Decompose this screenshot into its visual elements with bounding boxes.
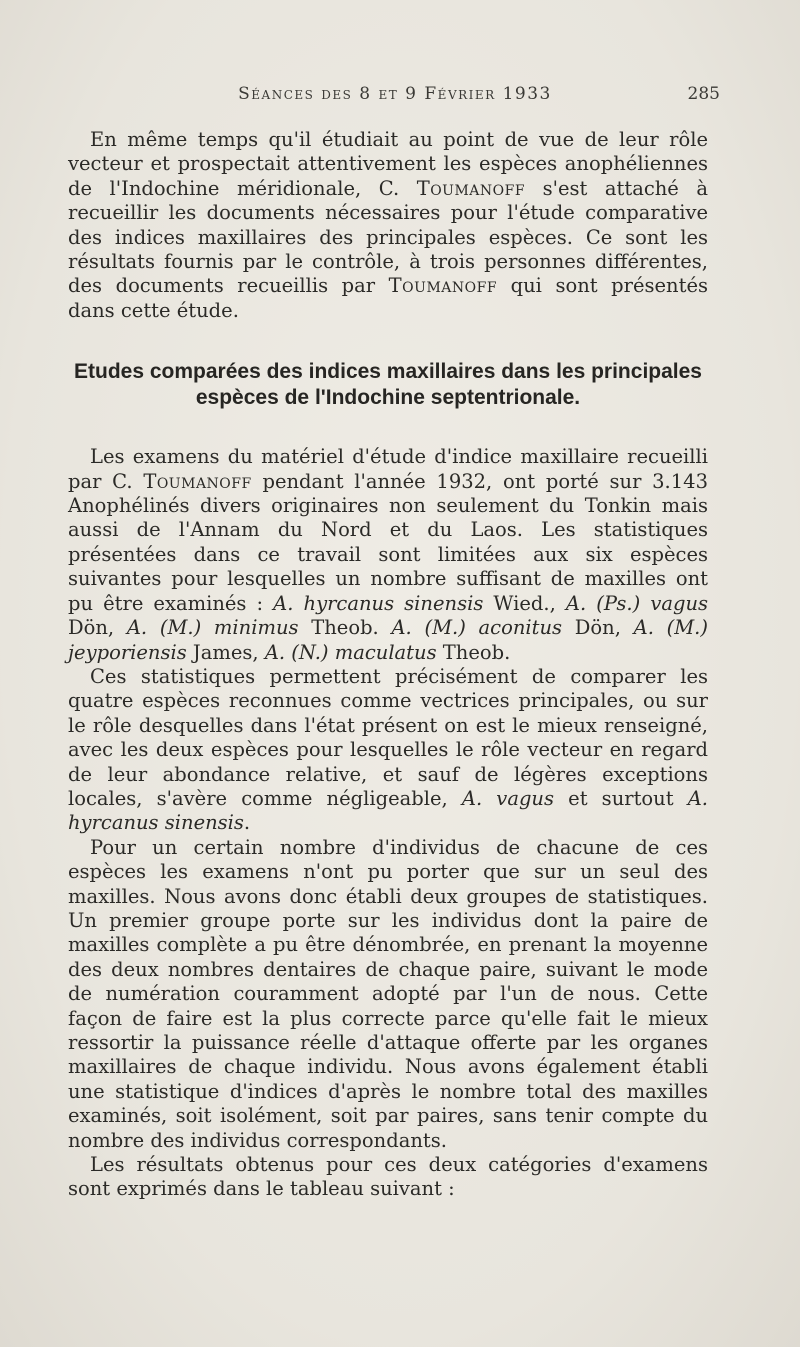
text-run: s'est attaché à recueillir les documents nécessaires pour l'étude comparative des indices maxillaires des principales espèces. Ce sont les résultats fournis par le contrôle, à trois personnes différentes, des documents recueillis par (68, 176, 708, 298)
text-run: Les résultats obtenus pour ces deux catégories d'examens sont exprimés dans le tableau suivant : (68, 1153, 708, 1201)
page-header (70, 84, 720, 114)
text-run: Theob. (298, 616, 392, 640)
text-run: qui sont présentés dans cette étude. (68, 274, 708, 322)
paragraph-comparison (68, 665, 708, 836)
species-name: A. vagus (461, 786, 554, 810)
paragraph-method (68, 836, 708, 1153)
text-run: Les examens du matériel d'étude d'indice maxillaire recueilli par C. (68, 445, 708, 493)
section-heading-line-1: Etudes comparées des indices maxillaires dans les principales (74, 360, 702, 384)
text-run: James, (186, 640, 265, 664)
text-run: En même temps qu'il étudiait au point de vue de leur rôle vecteur et prospectait attentivement les espèces anophéliennes de l'Indochine méridionale, C. (68, 128, 708, 200)
body-text (68, 128, 708, 1202)
text-run: pendant l'année 1932, ont porté sur 3.143 Anophélinés divers originaires non seulement du Tonkin mais aussi de l'Annam du Nord et du Laos. Les statistiques présentées dans ce travail sont limitées aux six espèces suivantes pour lesquelles un nombre suffisant de maxilles ont pu être examinés : (68, 469, 708, 615)
section-heading (68, 359, 708, 411)
text-run: Ces statistiques permettent précisément de comparer les quatre espèces reconnues comme vectrices principales, ou sur le rôle desquelles dans l'état présent on est le mieux renseigné, avec les deux espèces pour lesquelles le rôle vecteur en regard de leur abondance relative, et sauf de légères exceptions locales, s'avère comme négligeable, (68, 664, 708, 810)
species-name: A. (M.) jeyporiensis (68, 616, 708, 664)
species-name: A. hyrcanus sinensis (68, 786, 708, 835)
paragraph-results (68, 1153, 708, 1202)
author-name: Toumanoff (143, 469, 252, 493)
species-name: A. (M.) aconitus (391, 616, 563, 640)
text-run: Dön, (562, 616, 634, 640)
species-name: A. (Ps.) vagus (565, 591, 709, 615)
page-number: 285 (687, 84, 720, 104)
section-heading-line-2: espèces de l'Indochine septentrionale. (195, 386, 581, 410)
text-run: . (243, 811, 251, 835)
species-name: A. hyrcanus sinensis (273, 591, 484, 615)
text-run: Dön, (68, 616, 127, 640)
species-name: A. (N.) maculatus (264, 640, 437, 664)
text-run: Wied., (483, 591, 566, 615)
running-head: Séances des 8 et 9 Février 1933 (238, 84, 552, 104)
text-run: et surtout (554, 786, 688, 810)
text-run: Theob. (436, 640, 511, 664)
species-name: A. (M.) minimus (126, 616, 299, 640)
author-name: Toumanoff (388, 274, 498, 298)
paragraph-intro (68, 128, 708, 323)
author-name: Toumanoff (416, 176, 526, 200)
text-run: Pour un certain nombre d'individus de chacune de ces espèces les examens n'ont pu porter que sur un seul des maxilles. Nous avons donc établi deux groupes de statistiques. Un premier groupe porte sur les individus dont la paire de maxilles complète a pu être dénombrée, en prenant la moyenne des deux nombres dentaires de chaque paire, suivant le mode de numération couramment adopté par l'un de nous. Cette façon de faire est la plus correcte parce qu'elle fait le mieux ressortir la puissance réelle d'attaque offerte par les organes maxillaires de chaque individu. Nous avons également établi une statistique d'indices d'après le nombre total des maxilles examinés, soit isolément, soit par paires, sans tenir compte du nombre des individus correspondants. (68, 835, 708, 1152)
paragraph-material (68, 445, 708, 665)
